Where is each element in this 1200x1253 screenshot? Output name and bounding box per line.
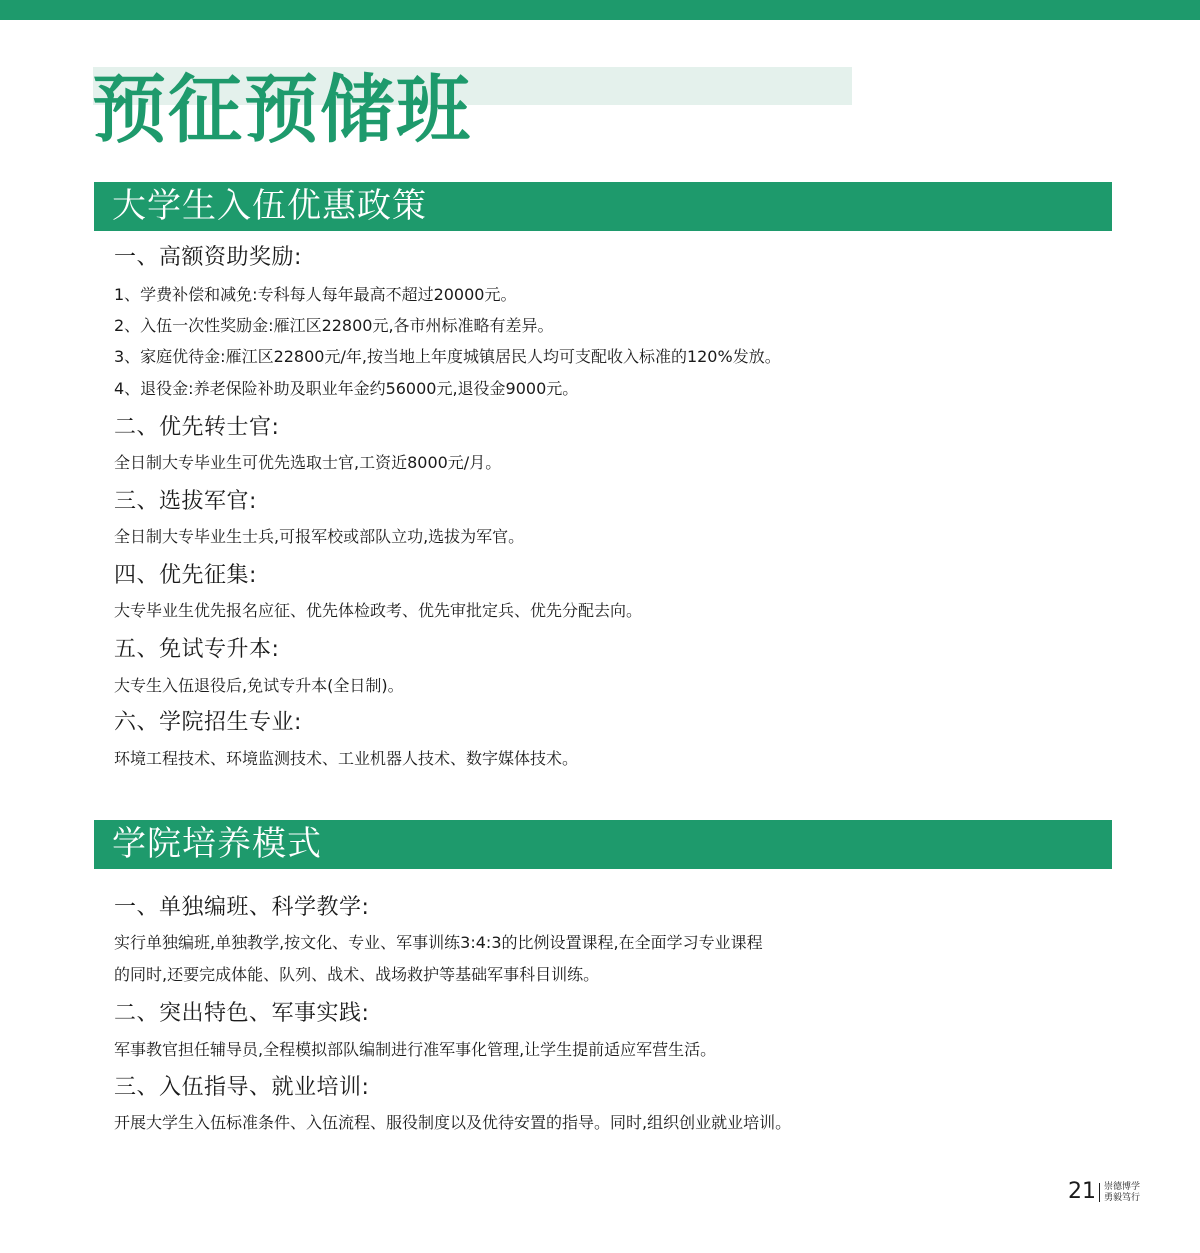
motto-line: 勇毅笃行 [1104,1193,1141,1203]
policy-line: 全日制大专毕业生可优先选取士官,工资近8000元/月。 [114,453,502,472]
school-motto [1104,1182,1140,1204]
policy-heading-majors: 六、学院招生专业: [114,710,302,735]
policy-heading-upgrade: 五、免试专升本: [114,637,280,662]
policy-line: 3、家庭优待金:雁江区22800元/年,按当地上年度城镇居民人均可支配收入标准的120%发放。 [114,347,781,366]
policy-heading-nco: 二、优先转士官: [114,415,280,440]
page-title: 预征预储班 [92,67,472,153]
training-heading-class: 一、单独编班、科学教学: [114,895,370,920]
training-heading-practice: 二、突出特色、军事实践: [114,1001,370,1026]
top-accent-bar [0,0,1200,20]
policy-line: 2、入伍一次性奖励金:雁江区22800元,各市州标准略有差异。 [114,316,554,335]
training-line: 军事教官担任辅导员,全程模拟部队编制进行准军事化管理,让学生提前适应军营生活。 [114,1040,717,1059]
policy-line: 1、学费补偿和减免:专科每人每年最高不超过20000元。 [114,285,517,304]
training-heading-guidance: 三、入伍指导、就业培训: [114,1075,370,1100]
policy-line: 4、退役金:养老保险补助及职业年金约56000元,退役金9000元。 [114,379,579,398]
page-number: 21 [1068,1179,1096,1204]
policy-heading-officer: 三、选拔军官: [114,489,257,514]
training-line: 的同时,还要完成体能、队列、战术、战场救护等基础军事科目训练。 [114,965,600,984]
policy-heading-funding: 一、高额资助奖励: [114,245,302,270]
section-banner-policies: 大学生入伍优惠政策 [94,182,1112,231]
policy-line: 大专毕业生优先报名应征、优先体检政考、优先审批定兵、优先分配去向。 [114,601,643,620]
policy-line: 环境工程技术、环境监测技术、工业机器人技术、数字媒体技术。 [114,749,579,768]
training-line: 开展大学生入伍标准条件、入伍流程、服役制度以及优待安置的指导。同时,组织创业就业培训。 [114,1113,792,1132]
policy-line: 大专生入伍退役后,免试专升本(全日制)。 [114,676,404,695]
motto-line: 崇德博学 [1104,1182,1141,1192]
footer-divider [1099,1183,1100,1202]
section-banner-training: 学院培养模式 [94,820,1112,869]
policy-heading-priority: 四、优先征集: [114,563,257,588]
policy-line: 全日制大专毕业生士兵,可报军校或部队立功,选拔为军官。 [114,527,525,546]
training-line: 实行单独编班,单独教学,按文化、专业、军事训练3:4:3的比例设置课程,在全面学习专业课程 [114,933,763,952]
